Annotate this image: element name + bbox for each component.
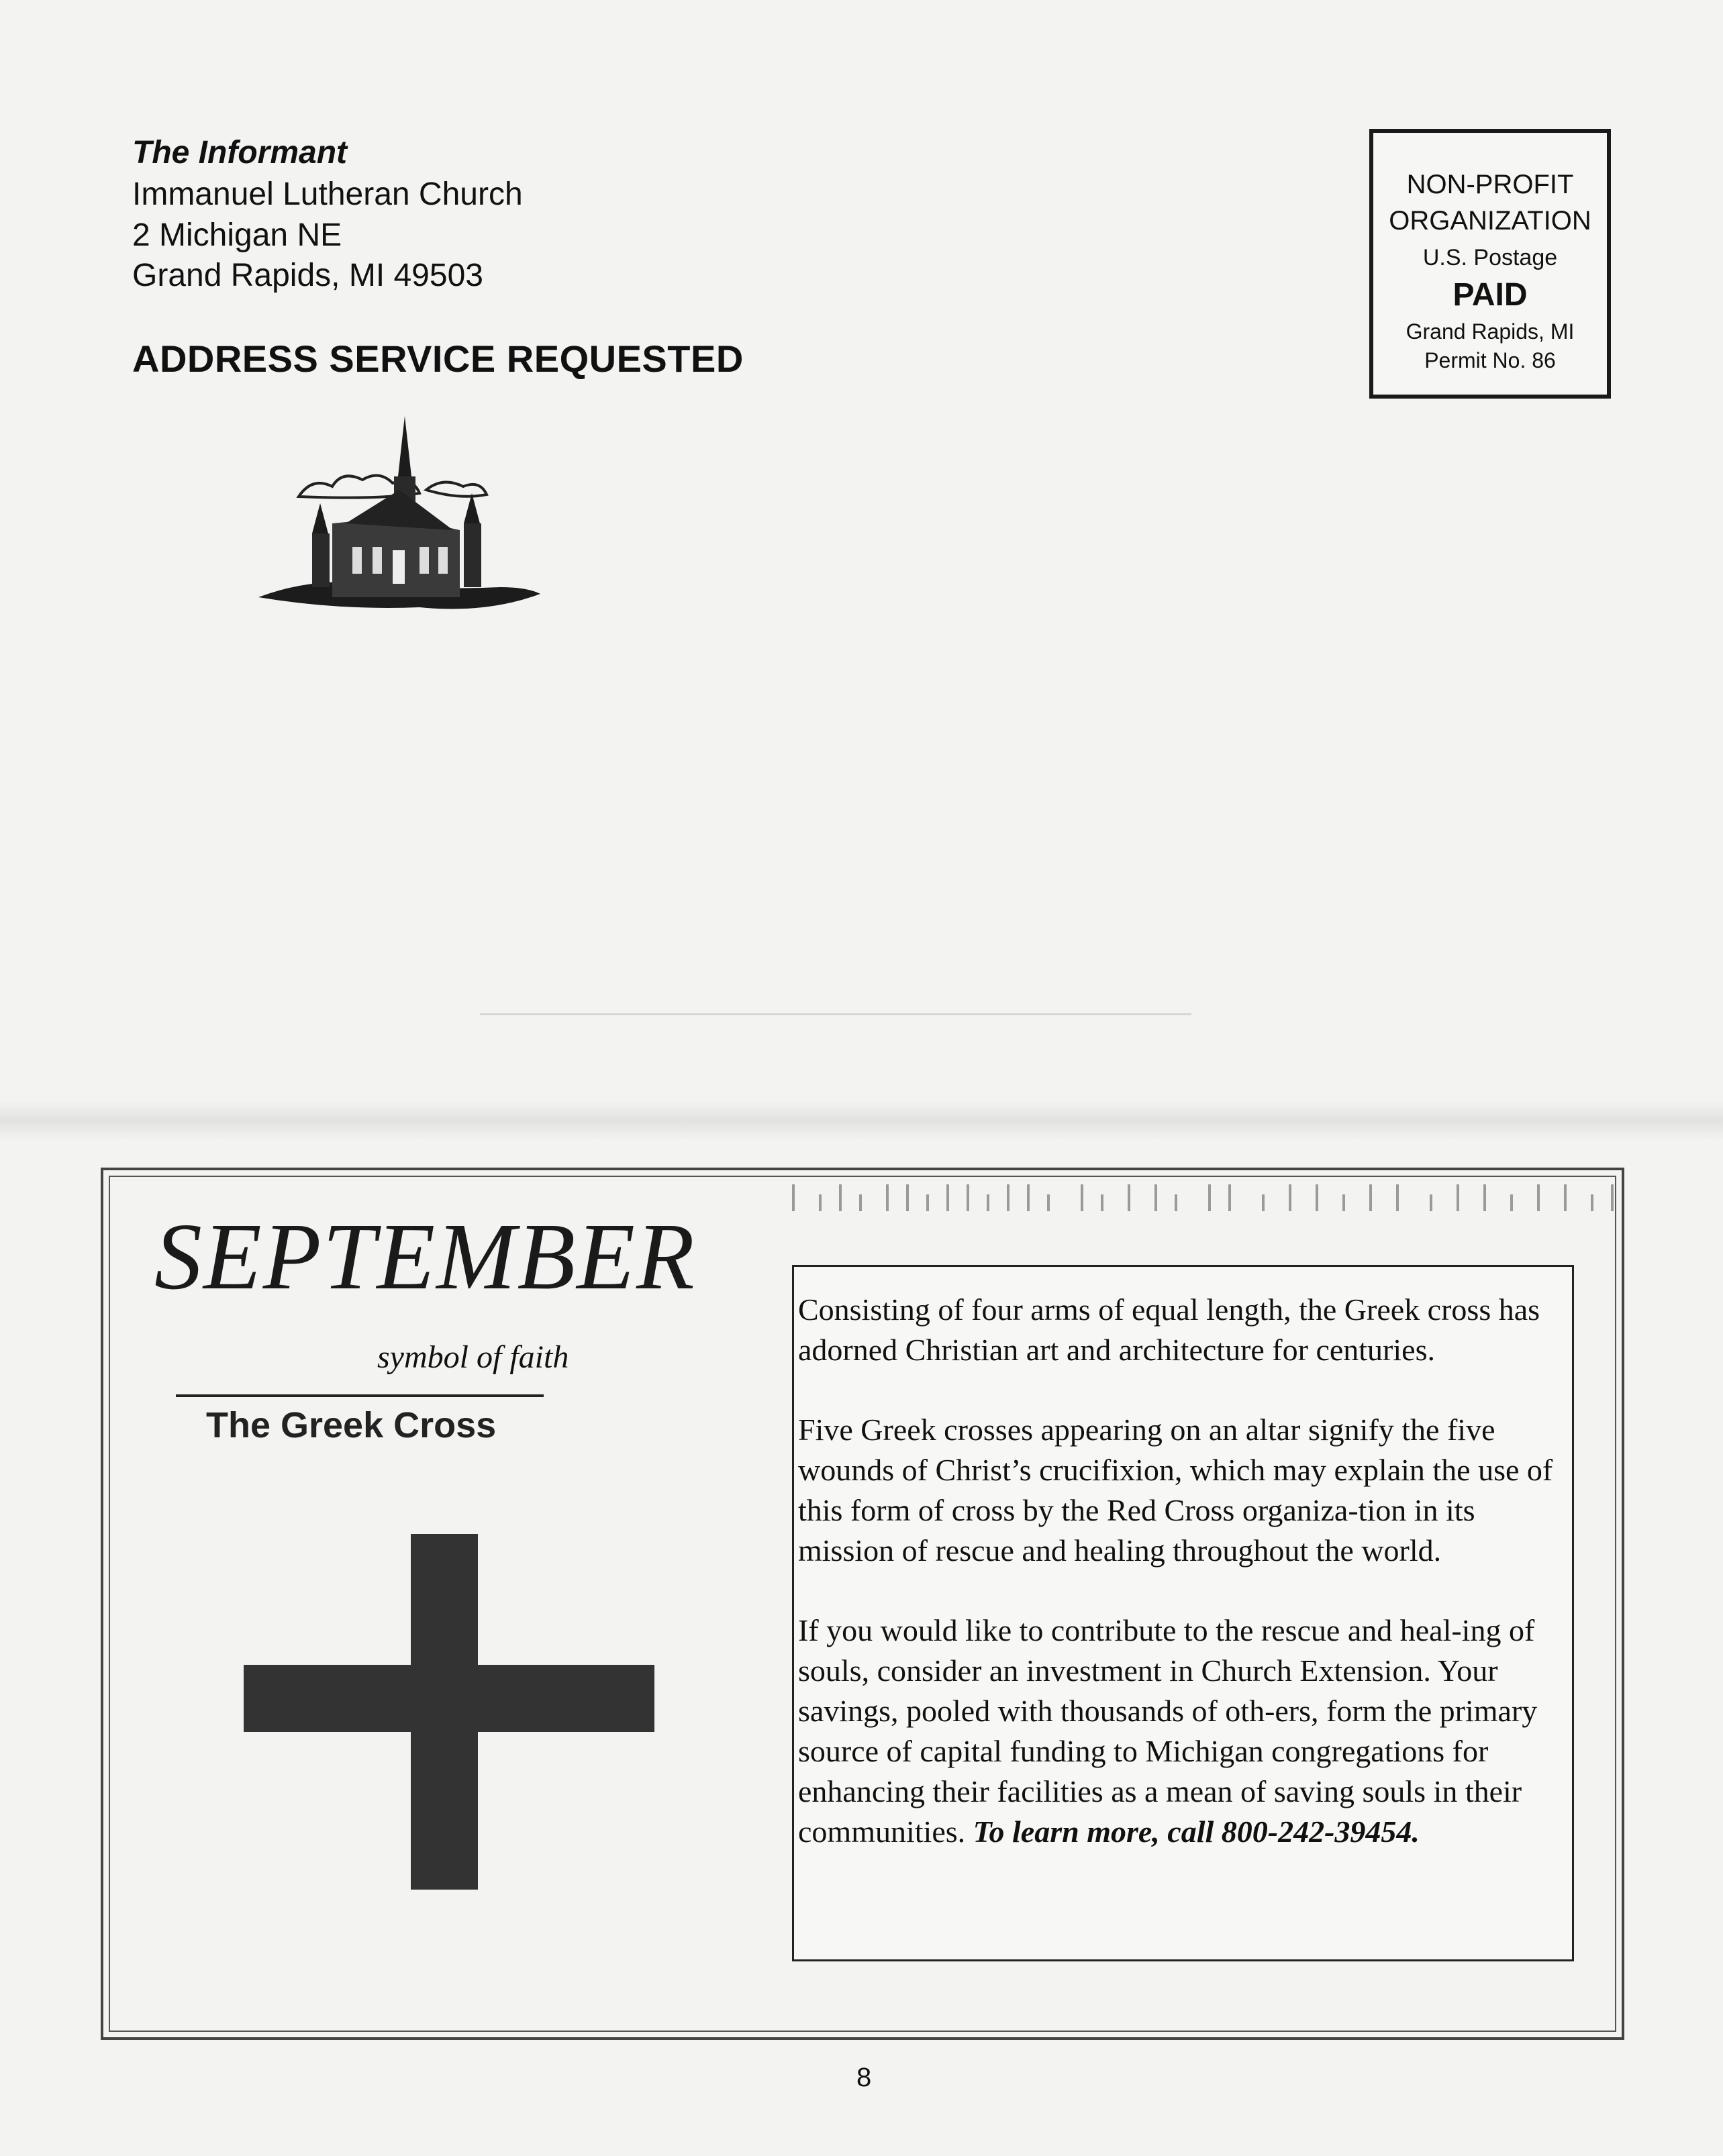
fold-line [0,1100,1723,1141]
newsletter-title: The Informant [132,135,347,170]
indicia-paid: PAID [1453,276,1528,313]
cross-heading: The Greek Cross [206,1405,497,1445]
envelope-window-mark [480,966,1191,1015]
heading-divider [176,1394,544,1397]
indicia-permit: Permit No. 86 [1424,348,1556,372]
indicia-nonprofit: NON-PROFIT [1406,170,1574,199]
city-state-zip: Grand Rapids, MI 49503 [132,258,483,293]
paragraph-five-wounds: Five Greek crosses appearing on an altar signify the five wounds of Christ’s crucifixion, which may explain the use of this form of cross by the Red Cross organiza-tion in its mission of rescue and healing throughout the world. [798,1413,1553,1568]
church-name: Immanuel Lutheran Church [132,176,523,212]
month-heading: SEPTEMBER [154,1203,696,1309]
call-to-action: To learn more, call 800-242-39454. [973,1814,1420,1849]
description-box [792,1265,1574,1961]
paragraph-church-extension [798,1610,1568,1852]
indicia-city: Grand Rapids, MI [1406,319,1575,344]
indicia-organization: ORGANIZATION [1389,206,1591,236]
greek-cross-arm [244,1665,654,1732]
page-number: 8 [856,2063,872,2092]
street-address: 2 Michigan NE [132,217,342,253]
symbol-subtitle: symbol of faith [377,1339,569,1375]
address-service-requested: ADDRESS SERVICE REQUESTED [132,338,744,380]
church-illustration [258,416,540,644]
indicia-postage: U.S. Postage [1422,245,1558,270]
postal-barcode [792,1181,1618,1215]
paragraph-greek-cross: Consisting of four arms of equal length, the Greek cross has adorned Christian art and architecture for centuries. [798,1292,1540,1367]
postage-indicia [1369,129,1611,399]
church-extension-text: If you would like to contribute to the rescue and heal-ing of souls, consider an investment in Church Extension. Your savings, pooled with thousands of oth-ers, form the primary source of capital funding to Michigan congregations for enhancing their facilities as a mean of saving souls in their communities. [798,1613,1538,1849]
